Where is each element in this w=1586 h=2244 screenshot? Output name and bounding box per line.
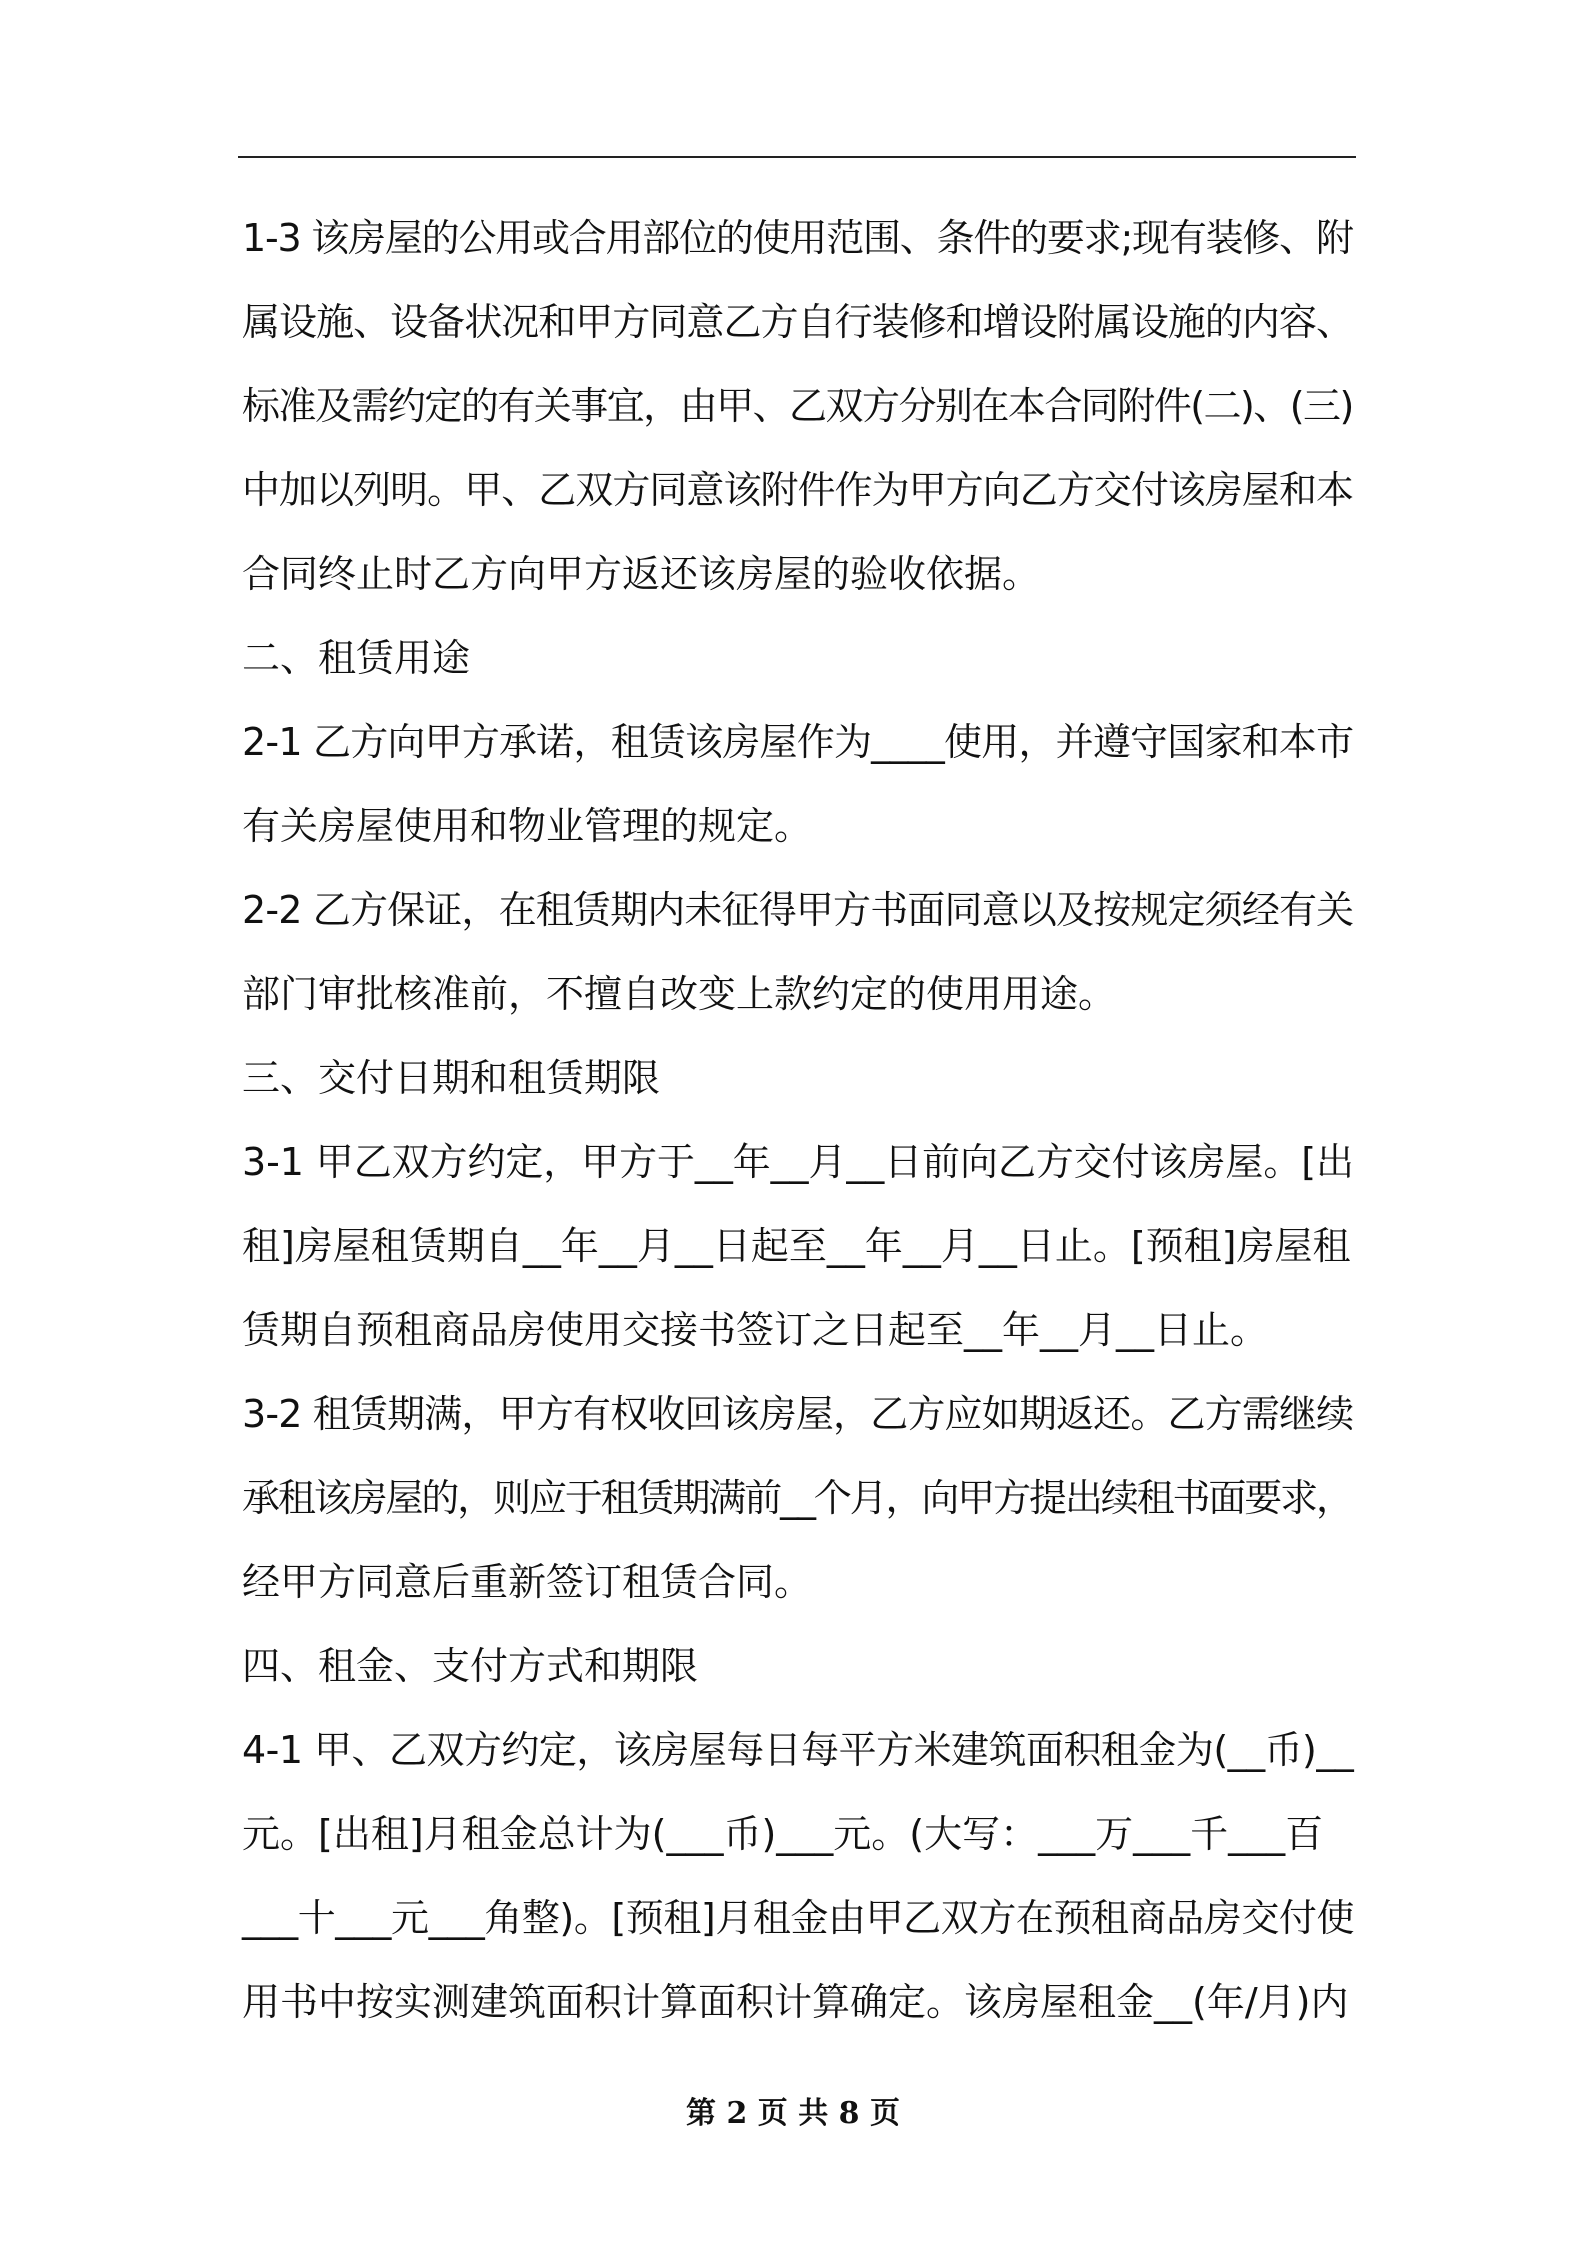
text-line: 1-3 该房屋的公用或合用部位的使用范围、条件的要求;现有装修、附 (242, 216, 1353, 260)
text-line: ___十___元___角整)。[预租]月租金由甲乙双方在预租商品房交付使 (242, 1896, 1355, 1940)
text-line: 经甲方同意后重新签订租赁合同。 (242, 1560, 813, 1604)
text-line: 有关房屋使用和物业管理的规定。 (242, 804, 813, 848)
page-number: 第 2 页 共 8 页 (686, 2096, 900, 2131)
text-line: 四、租金、支付方式和期限 (242, 1644, 699, 1688)
document-body (242, 196, 1354, 2044)
text-line: 三、交付日期和租赁期限 (242, 1056, 661, 1100)
text-line: 中加以列明。甲、乙双方同意该附件作为甲方向乙方交付该房屋和本 (242, 468, 1354, 512)
text-line: 元。[出租]月租金总计为(___币)___元。(大写：___万___千___百 (242, 1812, 1324, 1856)
text-line: 用书中按实测建筑面积计算面积计算确定。该房屋租金__(年/月)内 (242, 1980, 1349, 2024)
text-line: 2-2 乙方保证，在租赁期内未征得甲方书面同意以及按规定须经有关 (242, 888, 1354, 932)
text-line: 标准及需约定的有关事宜，由甲、乙双方分别在本合同附件(二)、(三) (242, 384, 1353, 428)
text-line: 3-1 甲乙双方约定，甲方于__年__月__日前向乙方交付该房屋。[出 (242, 1140, 1354, 1184)
text-line: 4-1 甲、乙双方约定，该房屋每日每平方米建筑面积租金为(__币)__ (242, 1728, 1354, 1772)
text-line: 赁期自预租商品房使用交接书签订之日起至__年__月__日止。 (242, 1308, 1269, 1352)
text-line: 3-2 租赁期满，甲方有权收回该房屋，乙方应如期返还。乙方需继续 (242, 1392, 1354, 1436)
text-line: 二、租赁用途 (242, 636, 471, 680)
header-rule (238, 156, 1356, 158)
text-line: 属设施、设备状况和甲方同意乙方自行装修和增设附属设施的内容、 (242, 300, 1354, 344)
text-line: 部门审批核准前，不擅自改变上款约定的使用用途。 (242, 972, 1117, 1016)
text-line: 合同终止时乙方向甲方返还该房屋的验收依据。 (242, 552, 1041, 596)
text-line: 2-1 乙方向甲方承诺，租赁该房屋作为____使用，并遵守国家和本市 (242, 720, 1354, 764)
text-line: 承租该房屋的，则应于租赁期满前__个月，向甲方提出续租书面要求， (242, 1476, 1352, 1520)
text-line: 租]房屋租赁期自__年__月__日起至__年__月__日止。[预租]房屋租 (242, 1224, 1351, 1268)
